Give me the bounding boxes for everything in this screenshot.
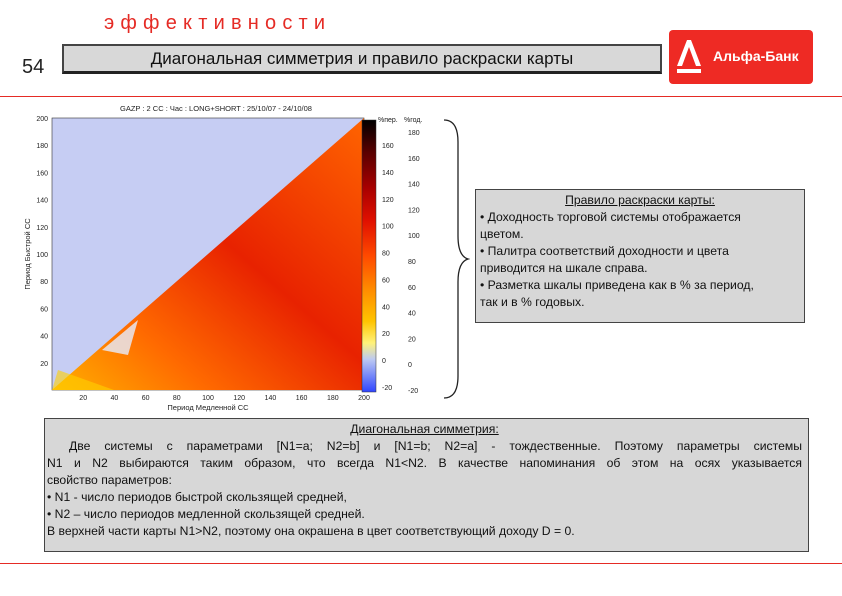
x-tick-label: 80	[172, 395, 181, 402]
rules-line: • Разметка шкалы приведена как в % за период,	[480, 278, 754, 292]
colorbar-period-tick: 0	[382, 358, 386, 366]
x-tick-label: 200	[358, 395, 370, 402]
colorbar-tick-labels	[382, 130, 420, 395]
slide-title: Диагональная симметрия и правило раскраски карты	[62, 44, 662, 74]
y-axis-label: Период Быстрой СС	[23, 218, 32, 290]
colorbar-period-tick: 140	[382, 169, 394, 177]
heatmap-chart	[18, 100, 438, 418]
colorbar-period-tick: 160	[382, 143, 394, 150]
x-tick-label: 20	[79, 395, 88, 402]
symmetry-line: • N1 - число периодов быстрой скользящей средней,	[47, 490, 347, 504]
colorbar-annual-tick: 0	[408, 362, 412, 370]
alfa-a-icon	[669, 30, 709, 84]
symmetry-line: Две системы с параметрами [N1=a; N2=b] и [N1=b; N2=a] - тождественные. Поэтому параметры системы	[69, 439, 802, 453]
rules-line: цветом.	[480, 227, 524, 241]
curly-brace	[440, 118, 470, 400]
x-tick-label: 40	[110, 395, 119, 402]
chart-title: GAZP : 2 CC : Час : LONG+SHORT : 25/10/07 - 24/10/08	[120, 104, 312, 113]
symmetry-line: N1 и N2 выбираются таким образом, что всегда N1<N2. В качестве напоминания об этом на осях указывается	[47, 456, 802, 470]
y-tick-label: 140	[36, 197, 48, 205]
x-tick-label: 160	[295, 395, 308, 402]
colorbar-period-tick: -20	[382, 385, 393, 392]
y-tick-label: 200	[36, 116, 48, 123]
colorbar-header-right: %год.	[404, 117, 423, 124]
colorbar-annual-tick: 60	[408, 284, 416, 292]
rules-line: • Палитра соответствий доходности и цвета	[480, 244, 729, 258]
y-tick-label: 180	[36, 143, 48, 151]
footer-divider	[0, 563, 842, 564]
rules-line: приводится на шкале справа.	[480, 261, 648, 275]
colorbar-header-left: %пер.	[378, 117, 398, 124]
colorbar-annual-tick: 140	[408, 181, 420, 189]
y-tick-label: 40	[40, 333, 48, 341]
colorbar-period-tick: 20	[382, 331, 390, 339]
y-tick-labels	[36, 116, 48, 368]
symmetry-line: • N2 – число периодов медленной скользящей средней.	[47, 507, 365, 521]
diagonal-symmetry-box	[44, 418, 809, 552]
colorbar-annual-tick: 180	[408, 130, 420, 137]
colorbar	[362, 120, 376, 392]
y-tick-label: 160	[36, 170, 48, 178]
x-tick-label: 140	[264, 395, 277, 402]
colorbar-period-tick: 120	[382, 196, 394, 204]
rules-line: так и в % годовых.	[480, 295, 585, 309]
page-number: 54	[22, 56, 45, 78]
colorbar-annual-tick: 20	[408, 336, 416, 344]
colorbar-annual-tick: 80	[408, 259, 416, 266]
x-axis-label: Период Медленной СС	[167, 403, 249, 412]
x-tick-label: 60	[141, 395, 150, 402]
rules-title: Правило раскраски карты:	[565, 193, 715, 207]
colorbar-period-tick: 100	[382, 223, 394, 231]
header-word: эффективности	[104, 12, 332, 34]
rules-line: • Доходность торговой системы отображается	[480, 210, 741, 224]
colorbar-period-tick: 80	[382, 250, 390, 258]
logo-text: Альфа-Банк	[713, 48, 799, 64]
y-tick-label: 100	[36, 252, 48, 259]
colorbar-period-tick: 60	[382, 277, 390, 285]
colorbar-period-tick: 40	[382, 304, 390, 312]
colorbar-annual-tick: 40	[408, 310, 416, 318]
symmetry-title: Диагональная симметрия:	[350, 422, 499, 436]
y-tick-label: 120	[36, 224, 48, 232]
header-divider	[0, 96, 842, 97]
colorbar-annual-tick: 160	[408, 155, 420, 163]
colorbar-annual-tick: 100	[408, 233, 420, 241]
colorbar-annual-tick: -20	[408, 388, 419, 395]
x-tick-label: 100	[202, 395, 214, 402]
symmetry-line: свойство параметров:	[47, 473, 172, 487]
coloring-rules-box	[475, 189, 805, 323]
x-tick-labels	[79, 395, 370, 402]
y-tick-label: 60	[40, 306, 48, 314]
x-tick-label: 120	[233, 395, 246, 402]
colorbar-annual-tick: 120	[408, 207, 420, 215]
y-tick-label: 80	[40, 279, 48, 287]
symmetry-line: В верхней части карты N1>N2, поэтому она окрашена в цвет соответствующий доходу D = 0.	[47, 524, 575, 538]
x-tick-label: 180	[326, 395, 339, 402]
y-tick-label: 20	[40, 360, 48, 368]
